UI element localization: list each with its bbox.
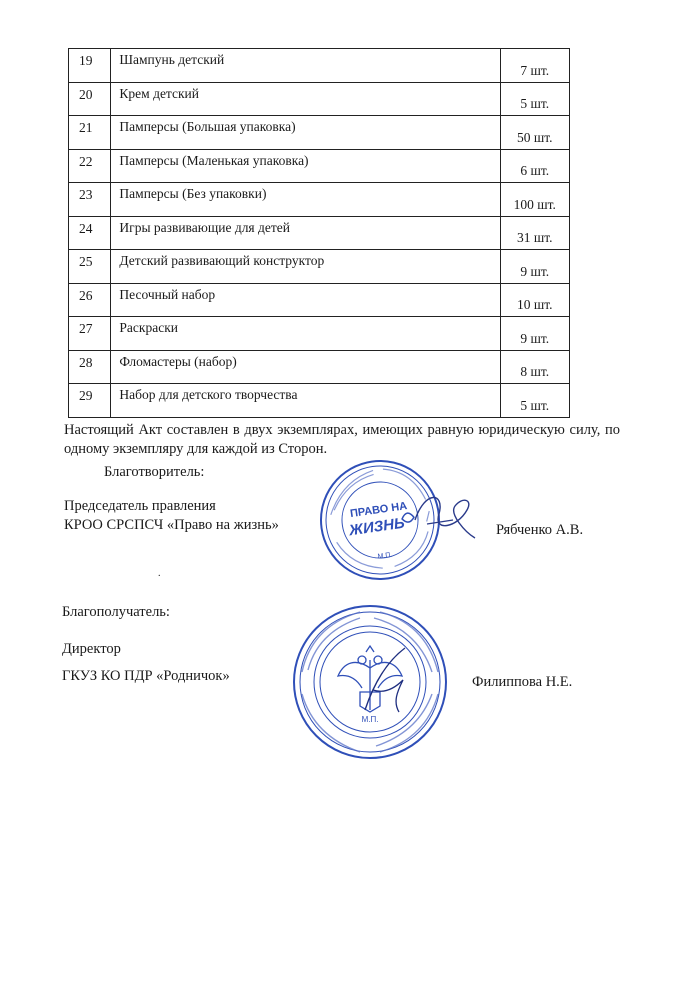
- item-name: Памперсы (Без упаковки): [111, 183, 500, 217]
- item-name: Раскраски: [111, 317, 500, 351]
- item-quantity: 9 шт.: [500, 250, 569, 284]
- table-row: [69, 82, 570, 116]
- row-number: 21: [69, 116, 111, 150]
- table-row: [69, 149, 570, 183]
- table-row: [69, 216, 570, 250]
- recipient-signatory: Филиппова Н.Е.: [472, 674, 573, 690]
- recipient-organization: ГКУЗ КО ПДР «Родничок»: [62, 668, 230, 684]
- item-quantity: 8 шт.: [500, 350, 569, 384]
- table-row: [69, 183, 570, 217]
- item-name: Набор для детского творчества: [111, 384, 500, 418]
- recipient-position: Директор: [62, 641, 121, 657]
- table-row: [69, 283, 570, 317]
- table-row: [69, 350, 570, 384]
- item-quantity: 100 шт.: [500, 183, 569, 217]
- item-quantity: 31 шт.: [500, 216, 569, 250]
- row-number: 25: [69, 250, 111, 284]
- table-row: [69, 384, 570, 418]
- item-name: Детский развивающий конструктор: [111, 250, 500, 284]
- svg-text:ПРАВО НА: ПРАВО НА: [349, 500, 408, 521]
- table-row: [69, 116, 570, 150]
- row-number: 28: [69, 350, 111, 384]
- row-number: 26: [69, 283, 111, 317]
- item-quantity: 7 шт.: [500, 49, 569, 83]
- table-row: [69, 250, 570, 284]
- donor-signatory: Рябченко А.В.: [496, 522, 584, 538]
- row-number: 23: [69, 183, 111, 217]
- item-name: Памперсы (Большая упаковка): [111, 116, 500, 150]
- item-quantity: 9 шт.: [500, 317, 569, 351]
- table-row: [69, 49, 570, 83]
- items-table: [68, 48, 570, 418]
- donor-heading: Благотворитель:: [104, 464, 205, 480]
- row-number: 27: [69, 317, 111, 351]
- item-name: Крем детский: [111, 82, 500, 116]
- item-quantity: 10 шт.: [500, 283, 569, 317]
- item-quantity: 5 шт.: [500, 384, 569, 418]
- svg-text:ЖИЗНЬ: ЖИЗНЬ: [348, 514, 406, 540]
- item-name: Фломастеры (набор): [111, 350, 500, 384]
- donor-organization: КРОО СРСПСЧ «Право на жизнь»: [64, 517, 279, 533]
- donor-stamp-mp: М.П.: [377, 551, 393, 561]
- row-number: 29: [69, 384, 111, 418]
- row-number: 20: [69, 82, 111, 116]
- item-quantity: 5 шт.: [500, 82, 569, 116]
- donor-signature: [405, 480, 485, 550]
- item-name: Шампунь детский: [111, 49, 500, 83]
- closing-paragraph: Настоящий Акт составлен в двух экземплярах, имеющих равную юридическую силу, по одному экземпляру для каждой из Сторон.: [64, 422, 620, 457]
- recipient-heading: Благополучатель:: [62, 604, 170, 620]
- small-mark: .: [158, 568, 161, 579]
- item-quantity: 50 шт.: [500, 116, 569, 150]
- row-number: 19: [69, 49, 111, 83]
- item-name: Памперсы (Маленькая упаковка): [111, 149, 500, 183]
- recipient-stamp-mp: М.П.: [361, 715, 379, 724]
- row-number: 22: [69, 149, 111, 183]
- recipient-signature: [345, 640, 435, 730]
- item-name: Игры развивающие для детей: [111, 216, 500, 250]
- item-name: Песочный набор: [111, 283, 500, 317]
- table-row: [69, 317, 570, 351]
- row-number: 24: [69, 216, 111, 250]
- item-quantity: 6 шт.: [500, 149, 569, 183]
- donor-position: Председатель правления: [64, 498, 216, 514]
